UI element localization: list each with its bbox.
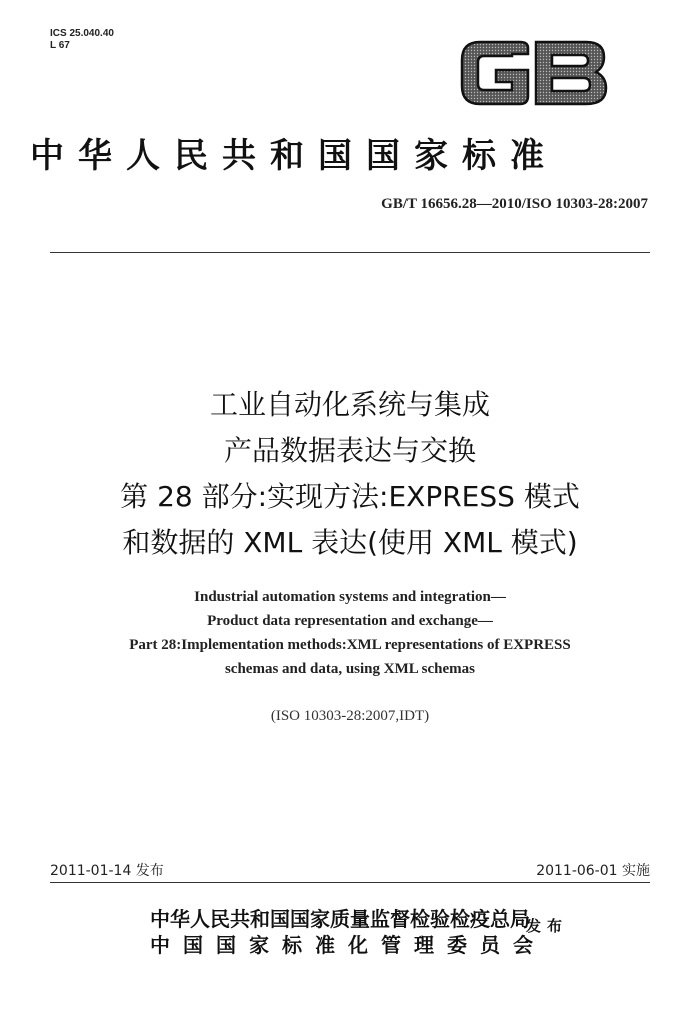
national-standard-title: 中华人民共和国国家标准	[30, 136, 558, 176]
chinese-title-line-4: 和数据的 XML 表达(使用 XML 模式)	[122, 526, 578, 559]
footer-divider	[50, 882, 650, 883]
iso-reference: (ISO 10303-28:2007,IDT)	[270, 708, 430, 724]
english-title	[40, 585, 660, 681]
standard-number: GB/T 16656.28—2010/ISO 10303-28:2007	[381, 196, 648, 212]
chinese-title-line-1: 工业自动化系统与集成	[209, 388, 490, 421]
issuer-line-2: 中国国家标准化管理委员会	[150, 933, 546, 957]
english-title-line-4: schemas and data, using XML schemas	[224, 661, 476, 677]
header-divider	[50, 252, 650, 253]
issuing-authorities	[150, 906, 546, 958]
publish-label: 发布	[526, 917, 569, 935]
implementation-date: 2011-06-01 实施	[536, 863, 650, 879]
english-title-line-3: Part 28:Implementation methods:XML representations of EXPRESS	[129, 637, 571, 653]
chinese-title	[40, 382, 660, 566]
english-title-line-2: Product data representation and exchange—	[207, 613, 493, 629]
gb-logo	[458, 40, 610, 106]
classification-codes	[50, 28, 114, 52]
issuer-line-1: 中华人民共和国国家质量监督检验检疫总局	[150, 907, 530, 931]
english-title-line-1: Industrial automation systems and integration—	[194, 589, 506, 605]
ics-code: ICS 25.040.40	[50, 28, 114, 39]
chinese-title-line-2: 产品数据表达与交换	[223, 434, 476, 467]
ccs-code: L 67	[50, 40, 70, 51]
issue-date: 2011-01-14 发布	[50, 863, 164, 879]
chinese-title-line-3: 第 28 部分:实现方法:EXPRESS 模式	[120, 480, 580, 513]
